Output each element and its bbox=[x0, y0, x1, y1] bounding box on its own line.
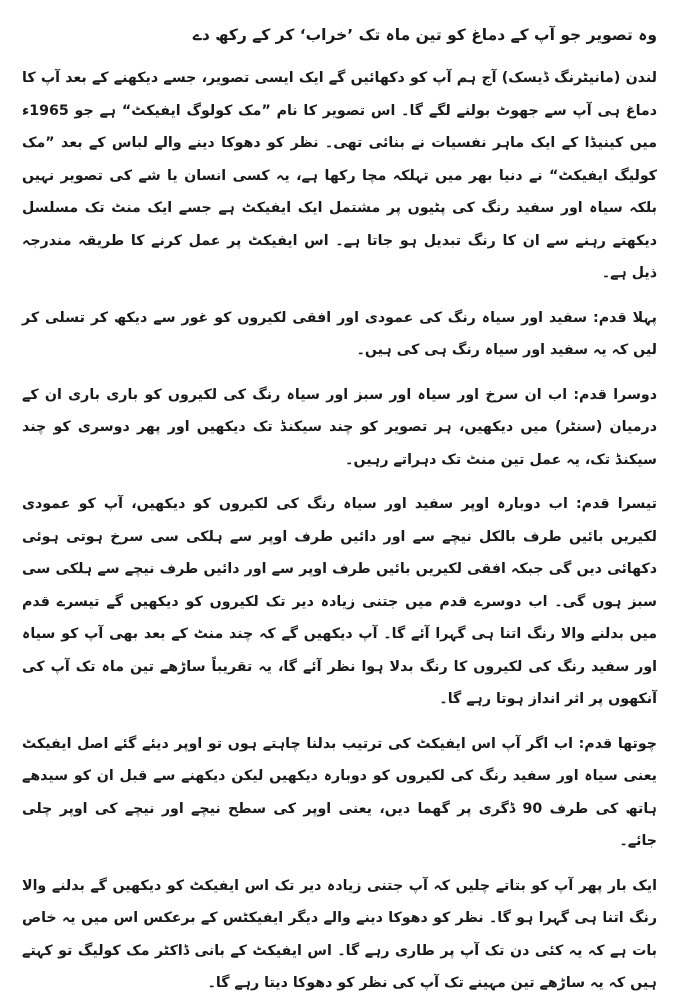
article-paragraph-intro: لندن (مانیٹرنگ ڈیسک) آج ہم آپ کو دکھائیں گے ایک ایسی تصویر، جسے دیکھنے کے بعد آپ کا دماغ ہی آپ سے جھوٹ بولنے لگے گا۔ اس تصویر کا نام ”مک کولوگ ایفیکٹ“ ہے جو 1965ء میں کینیڈا کے ایک ماہر نفسیات نے بنائی تھی۔ نظر کو دھوکا دینے والے لباس کے بعد ”مک کولیگ ایفیکٹ“ نے دنیا بھر میں تہلکہ مچا رکھا ہے، یہ کسی انسان یا شے کی تصویر نہیں بلکہ سیاہ اور سفید رنگ کی پٹیوں پر مشتمل ایک ایفیکٹ ہے جسے ایک منٹ تک مسلسل دیکھتے رہنے سے ان کا رنگ تبدیل ہو جاتا ہے۔ اس ایفیکٹ پر عمل کرنے کا طریقہ مندرجہ ذیل ہے۔ bbox=[22, 70, 657, 281]
article-paragraph-step-3: تیسرا قدم: اب دوبارہ اوپر سفید اور سیاہ رنگ کی لکیروں کو دیکھیں، آپ کو عمودی لکیریں بائیں طرف بالکل نیچے سے اور دائیں طرف اوپر سے ہلکی سی سرخ ہوتی ہوئی دکھائی دیں گی جبکہ افقی لکیریں بائیں طرف اوپر سے اور دائیں طرف نیچے سے ہلکی سی سبز ہوں گی۔ اب دوسرے قدم میں جتنی زیادہ دیر تک لکیروں کو دیکھیں گے تیسرے قدم میں بدلنے والا رنگ اتنا ہی گہرا آئے گا۔ آپ دیکھیں گے کہ چند منٹ کے بعد بھی آپ کو سیاہ اور سفید رنگ کی لکیروں کا رنگ بدلا ہوا نظر آئے گا، یہ تقریباً ساڑھے تین ماہ تک آپ کی آنکھوں پر اثر انداز ہوتا رہے گا۔ bbox=[22, 496, 657, 707]
article-title: وہ تصویر جو آپ کے دماغ کو تین ماہ تک ’خراب‘ کر کے رکھ دے bbox=[192, 26, 657, 44]
article-paragraph-step-1: پہلا قدم: سفید اور سیاہ رنگ کی عمودی اور افقی لکیروں کو غور سے دیکھ کر تسلی کر لیں کہ یہ سفید اور سیاہ رنگ ہی کی ہیں۔ bbox=[22, 309, 657, 358]
article-paragraph-conclusion: ایک بار پھر آپ کو بتاتے چلیں کہ آپ جتنی زیادہ دیر تک اس ایفیکٹ کو دیکھیں گے بدلنے والا رنگ اتنا ہی گہرا ہو گا۔ نظر کو دھوکا دینے والے دیگر ایفیکٹس کے برعکس اس میں یہ خاص بات ہے کہ یہ کئی دن تک آپ پر طاری رہے گا۔ اس ایفیکٹ کے بانی ڈاکٹر مک کولیگ تو کہتے ہیں کہ یہ ساڑھے تین مہینے تک آپ کی نظر کو دھوکا دیتا رہے گا۔ bbox=[22, 877, 657, 991]
article-paragraph-step-2: دوسرا قدم: اب ان سرخ اور سیاہ اور سبز اور سیاہ رنگ کی لکیروں کو باری باری ان کے درمیان (سنٹر) میں دیکھیں، ہر تصویر کو چند سیکنڈ تک دیکھیں اور پھر دوسری کو چند سیکنڈ تک، یہ عمل تین منٹ تک دہراتے رہیں۔ bbox=[22, 386, 657, 468]
article-paragraph-step-4: چوتھا قدم: اب اگر آپ اس ایفیکٹ کی ترتیب بدلنا چاہتے ہوں تو اوپر دیئے گئے اصل ایفیکٹ یعنی سیاہ اور سفید رنگ کی لکیروں کو دوبارہ دیکھیں لیکن دیکھنے سے قبل ان کو سیدھے ہاتھ کی طرف 90 ڈگری پر گھما دیں، یعنی اوپر کی سطح نیچے اور نیچے کی اوپر چلی جائے۔ bbox=[22, 735, 657, 849]
